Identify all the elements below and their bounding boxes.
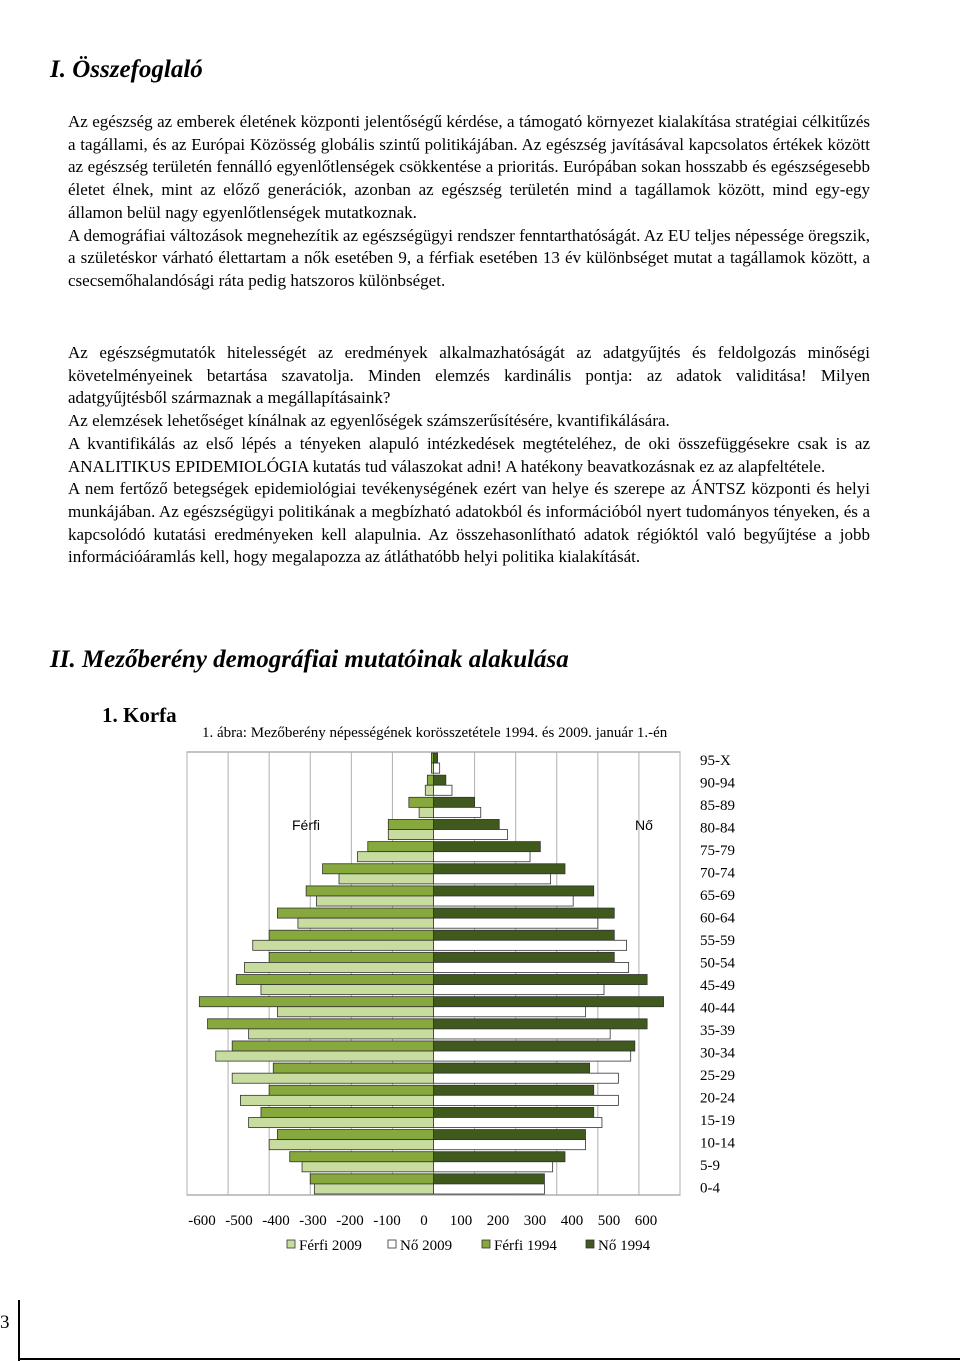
age-label: 45-49 xyxy=(700,978,735,994)
paragraph: A demográfiai változások megnehezítik az egészségügyi rendszer fenntarthatóságát. Az EU teljes népessége öregszik, a születéskor várható élettartam a nők esetében 9, a férfiak esetében 13 év különbséget mutat a tagállamok között, a csecsemőhalandósági ráta pedig hatszoros különbséget. xyxy=(68,225,870,290)
age-label: 95-X xyxy=(700,753,731,769)
bar-nő-2009 xyxy=(434,1051,631,1061)
bar-nő-1994 xyxy=(434,930,615,940)
age-label: 15-19 xyxy=(700,1113,735,1129)
bar-férfi-2009 xyxy=(339,874,433,884)
bar-nő-2009 xyxy=(434,830,508,840)
x-tick-label: -200 xyxy=(336,1213,364,1229)
bar-férfi-1994 xyxy=(269,952,433,962)
bar-férfi-1994 xyxy=(261,1107,434,1117)
bar-férfi-1994 xyxy=(273,1063,433,1073)
bar-nő-1994 xyxy=(434,975,648,985)
paragraph: A kvantifikálás az első lépés a tényeken alapuló intézkedések megtételéhez, de oki összefüggésekre csak is az ANALITIKUS EPIDEMIOLÓGIA kutatás tud válaszokat adni! A hatékony beavatkozásnak ez az alapfeltétele. xyxy=(68,433,870,476)
x-tick-label: 300 xyxy=(523,1213,547,1229)
legend-label: Nő 2009 xyxy=(400,1238,453,1254)
bar-férfi-1994 xyxy=(199,997,433,1007)
bar-férfi-1994 xyxy=(310,1174,433,1184)
bar-nő-2009 xyxy=(434,1162,553,1172)
bar-nő-1994 xyxy=(434,886,594,896)
paragraph: Az elemzések lehetőséget kínálnak az egyenlőségek számszerűsítésére, kvantifikálására. xyxy=(68,411,670,431)
bar-nő-2009 xyxy=(434,940,627,950)
paragraph: Az egészségmutatók hitelességét az eredmények alkalmazhatóságát az adatgyűjtés és feldolgozás minőségi követelményeinek betartása szavatolja. Minden elemzés kardinális pontja: az adatok validitása! Milyen adatgyűjtésből származnak a megállapításaink? xyxy=(68,343,870,408)
bar-nő-1994 xyxy=(434,908,615,918)
age-label: 30-34 xyxy=(700,1045,735,1062)
age-label: 25-29 xyxy=(700,1068,735,1084)
age-label: 50-54 xyxy=(700,955,735,972)
bar-nő-2009 xyxy=(434,807,481,817)
bar-nő-1994 xyxy=(434,997,664,1007)
bar-férfi-2009 xyxy=(302,1162,433,1172)
bar-férfi-1994 xyxy=(277,1130,433,1140)
bar-férfi-1994 xyxy=(427,775,433,785)
bar-nő-1994 xyxy=(434,1107,594,1117)
bar-férfi-2009 xyxy=(269,1140,433,1150)
bar-nő-2009 xyxy=(434,1184,545,1194)
bar-férfi-1994 xyxy=(368,842,434,852)
bar-férfi-1994 xyxy=(306,886,433,896)
bar-nő-2009 xyxy=(434,1117,602,1127)
x-tick-label: 400 xyxy=(560,1213,584,1229)
bar-nő-2009 xyxy=(434,918,598,928)
legend xyxy=(287,1238,651,1254)
bar-férfi-1994 xyxy=(323,864,434,874)
bar-nő-2009 xyxy=(434,962,629,972)
bar-férfi-2009 xyxy=(240,1095,433,1105)
bar-nő-1994 xyxy=(434,1063,590,1073)
bar-nő-1994 xyxy=(434,1174,545,1184)
bar-férfi-1994 xyxy=(290,1152,434,1162)
legend-swatch xyxy=(482,1240,490,1248)
bar-nő-2009 xyxy=(434,1095,619,1105)
age-label: 70-74 xyxy=(700,865,735,882)
age-labels xyxy=(700,753,735,1197)
x-tick-label: 600 xyxy=(634,1213,658,1229)
bar-nő-2009 xyxy=(434,1140,586,1150)
bar-nő-2009 xyxy=(434,1007,586,1017)
bar-nő-1994 xyxy=(434,1085,594,1095)
bar-férfi-2009 xyxy=(357,852,433,862)
legend-label: Férfi 2009 xyxy=(299,1238,362,1254)
bar-férfi-2009 xyxy=(261,985,434,995)
bar-férfi-2009 xyxy=(425,785,433,795)
analysis-paragraphs xyxy=(68,342,870,569)
x-tick-label: -600 xyxy=(188,1213,216,1229)
x-tick-label: 0 xyxy=(420,1213,428,1229)
age-label: 5-9 xyxy=(700,1158,720,1174)
bar-férfi-1994 xyxy=(208,1019,434,1029)
age-label: 10-14 xyxy=(700,1135,735,1152)
bar-nő-1994 xyxy=(434,1152,565,1162)
age-label: 65-69 xyxy=(700,888,735,904)
bar-férfi-1994 xyxy=(409,797,434,807)
bar-férfi-2009 xyxy=(249,1029,434,1039)
bar-nő-2009 xyxy=(434,785,452,795)
age-label: 90-94 xyxy=(700,775,735,792)
section-heading-osszefoglalo: I. Összefoglaló xyxy=(50,56,203,83)
figure-caption: 1. ábra: Mezőberény népességének korösszetétele 1994. és 2009. január 1.-én xyxy=(202,725,668,741)
x-tick-label: -300 xyxy=(299,1213,327,1229)
bar-férfi-2009 xyxy=(253,940,434,950)
bar-férfi-1994 xyxy=(232,1041,433,1051)
bar-nő-2009 xyxy=(434,1029,611,1039)
paragraph: A nem fertőző betegségek epidemiológiai tevékenységének ezért van helye és szerepe az ÁNTSZ központi és helyi munkájában. Az egészségügyi politikának a megbízható adatokból és információból nyert tudományos tényeken, és a kapcsolódó kutatási eredményeken kell alapulnia. Az összehasonlítható adatok régióktól való begyűjtése a jobb információáramlás kell, hogy megalapozza az átláthatóbb helyi politika kialakítását. xyxy=(68,479,870,567)
bar-férfi-1994 xyxy=(388,819,433,829)
bar-nő-1994 xyxy=(434,864,565,874)
bar-férfi-2009 xyxy=(245,962,434,972)
bar-nő-1994 xyxy=(434,775,446,785)
x-tick-label: 500 xyxy=(597,1213,621,1229)
female-label: Nő xyxy=(635,817,653,833)
bar-férfi-2009 xyxy=(249,1117,434,1127)
age-label: 75-79 xyxy=(700,843,735,859)
age-label: 80-84 xyxy=(700,820,735,837)
bar-nő-1994 xyxy=(434,842,541,852)
male-label: Férfi xyxy=(292,817,320,833)
page-number: 3 xyxy=(0,1312,10,1333)
bar-férfi-2009 xyxy=(216,1051,434,1061)
bar-nő-1994 xyxy=(434,1130,586,1140)
bar-férfi-2009 xyxy=(232,1073,433,1083)
bar-férfi-1994 xyxy=(269,1085,433,1095)
age-label: 35-39 xyxy=(700,1023,735,1039)
legend-label: Nő 1994 xyxy=(598,1238,651,1254)
legend-swatch xyxy=(287,1240,295,1248)
section-heading-demografia: II. Mezőberény demográfiai mutatóinak alakulása xyxy=(50,646,569,673)
legend-swatch xyxy=(586,1240,594,1248)
subheading-korfa: 1. Korfa xyxy=(102,703,177,727)
legend-label: Férfi 1994 xyxy=(494,1238,557,1254)
bar-nő-1994 xyxy=(434,753,438,763)
page-border-left xyxy=(18,1300,20,1361)
age-label: 85-89 xyxy=(700,798,735,814)
page-border-bottom xyxy=(20,1358,960,1360)
age-label: 60-64 xyxy=(700,910,735,927)
bar-nő-2009 xyxy=(434,874,551,884)
bar-nő-2009 xyxy=(434,896,574,906)
bar-nő-1994 xyxy=(434,819,500,829)
bar-férfi-2009 xyxy=(298,918,434,928)
age-label: 40-44 xyxy=(700,1000,735,1017)
x-tick-label: -100 xyxy=(373,1213,401,1229)
bar-férfi-1994 xyxy=(277,908,433,918)
bar-férfi-2009 xyxy=(316,896,433,906)
bar-nő-1994 xyxy=(434,797,475,807)
age-label: 20-24 xyxy=(700,1090,735,1107)
bar-nő-1994 xyxy=(434,1041,635,1051)
bar-nő-2009 xyxy=(434,852,531,862)
x-tick-label: -500 xyxy=(225,1213,253,1229)
x-tick-label: -400 xyxy=(262,1213,290,1229)
bar-férfi-2009 xyxy=(314,1184,433,1194)
bar-férfi-2009 xyxy=(277,1007,433,1017)
bar-nő-2009 xyxy=(434,985,604,995)
x-tick-label: 100 xyxy=(449,1213,473,1229)
summary-paragraphs xyxy=(68,111,870,293)
bar-férfi-2009 xyxy=(388,830,433,840)
paragraph: Az egészség az emberek életének központi jelentőségű kérdése, a támogató környezet kialakítása stratégiai célkitűzés a tagállami, és az Európai Közösség globális szintű politikájában. Az egészség javításával kapcsolatos értékek között az egészség területén fennálló egyenlőtlenségek csökkentése a prioritás. Európában sokan hosszabb és egészségesebb életet élnek, mint az előző generációk, azonban az egészség területén mind a tagállamok között, mind egy-egy államon belül nagy egyenlőtlenségek mutatkoznak. xyxy=(68,112,870,222)
bar-nő-1994 xyxy=(434,1019,648,1029)
bar-nő-2009 xyxy=(434,1073,619,1083)
x-tick-label: 200 xyxy=(486,1213,510,1229)
age-label: 0-4 xyxy=(700,1180,720,1197)
bar-férfi-2009 xyxy=(419,807,433,817)
bar-férfi-1994 xyxy=(236,975,433,985)
x-tick-labels xyxy=(188,1213,657,1229)
bar-nő-1994 xyxy=(434,952,615,962)
legend-swatch xyxy=(388,1240,396,1248)
bar-férfi-1994 xyxy=(269,930,433,940)
population-pyramid-chart xyxy=(180,740,800,1260)
age-label: 55-59 xyxy=(700,933,735,949)
bar-nő-2009 xyxy=(434,763,440,773)
